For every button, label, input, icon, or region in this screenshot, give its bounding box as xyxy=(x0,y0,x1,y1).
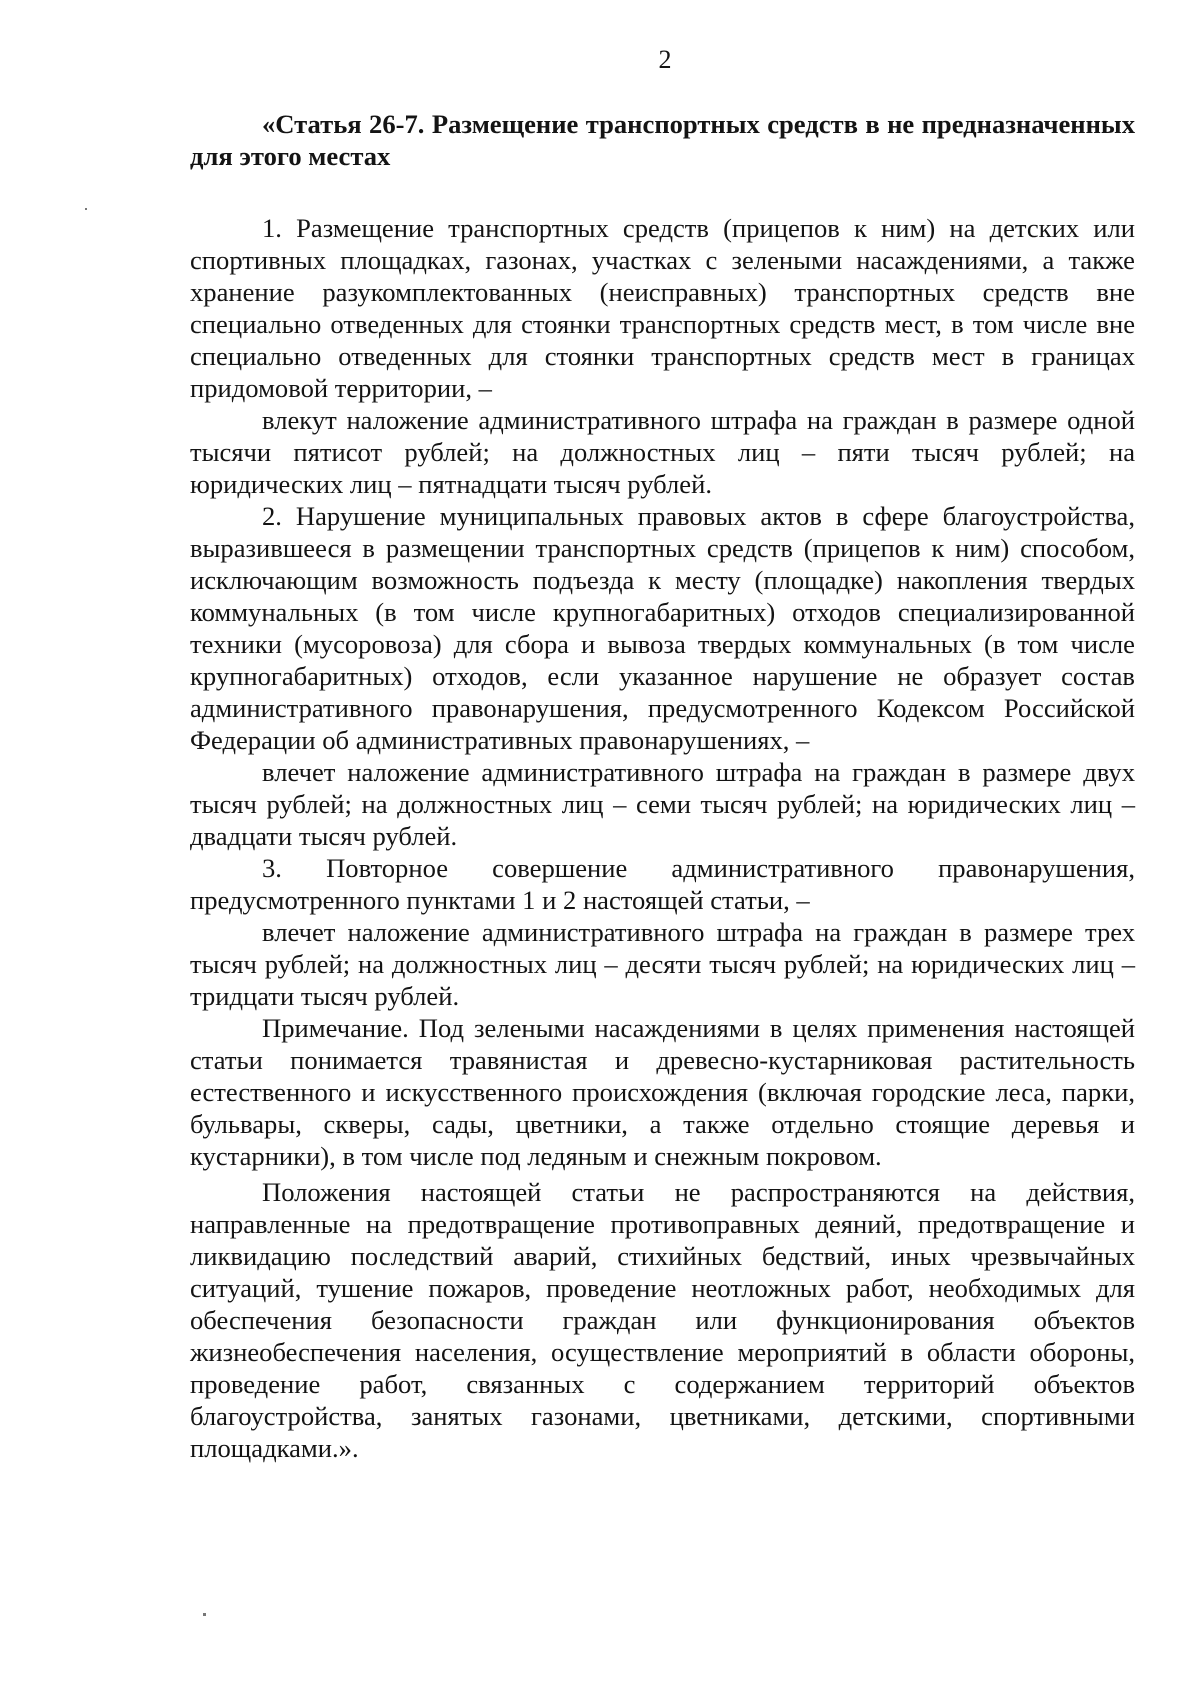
paragraph-6: влечет наложение административного штрафа на граждан в размере трех тысяч рублей; на должностных лиц – десяти тысяч рублей; на юридических лиц – тридцати тысяч рублей. xyxy=(190,917,1135,1011)
paragraph-7: Примечание. Под зелеными насаждениями в целях применения настоящей статьи понимается травянистая и древесно-кустарниковая растительность естественного и искусственного происхождения (включая городские леса, парки, бульвары, скверы, сады, цветники, а также отдельно стоящие деревья и кустарники), в том числе под ледяным и снежным покровом. xyxy=(190,1013,1135,1171)
paragraph-8: Положения настоящей статьи не распространяются на действия, направленные на предотвращение противоправных деяний, предотвращение и ликвидацию последствий аварий, стихийных бедствий, иных чрезвычайных ситуаций, тушение пожаров, проведение неотложных работ, необходимых для обеспечения безопасности граждан или функционирования объектов жизнеобеспечения населения, осуществление мероприятий в области обороны, проведение работ, связанных с содержанием территорий объектов благоустройства, занятых газонами, цветниками, детскими, спортивными площадками.». xyxy=(190,1177,1135,1463)
page-number: 2 xyxy=(658,45,672,74)
scan-speck-mark xyxy=(85,208,87,210)
paragraph-3: 2. Нарушение муниципальных правовых актов в сфере благоустройства, выразившееся в размещении транспортных средств (прицепов к ним) способом, исключающим возможность подъезда к месту (площадке) накопления твердых коммунальных (в том числе крупногабаритных) отходов специализированной техники (мусоровоза) для сбора и вывоза твердых коммунальных (в том числе крупногабаритных) отходов, если указанное нарушение не образует состав административного правонарушения, предусмотренного Кодексом Российской Федерации об административных правонарушениях, – xyxy=(190,501,1135,755)
paragraph-1: 1. Размещение транспортных средств (прицепов к ним) на детских или спортивных площадках, газонах, участках с зелеными насаждениями, а также хранение разукомплектованных (неисправных) транспортных средств вне специально отведенных для стоянки транспортных средств мест, в том числе вне специально отведенных для стоянки транспортных средств мест в границах придомовой территории, – xyxy=(190,213,1135,403)
document-body xyxy=(190,108,1135,1464)
article-heading: «Статья 26-7. Размещение транспортных средств в не предназначенных для этого местах xyxy=(190,109,1135,171)
paragraph-5: 3. Повторное совершение административного правонарушения, предусмотренного пунктами 1 и 2 настоящей статьи, – xyxy=(190,853,1135,915)
paragraph-4: влечет наложение административного штрафа на граждан в размере двух тысяч рублей; на должностных лиц – семи тысяч рублей; на юридических лиц – двадцати тысяч рублей. xyxy=(190,757,1135,851)
scan-speck-mark xyxy=(203,1613,206,1616)
paragraph-2: влекут наложение административного штрафа на граждан в размере одной тысячи пятисот рублей; на должностных лиц – пяти тысяч рублей; на юридических лиц – пятнадцати тысяч рублей. xyxy=(190,405,1135,499)
